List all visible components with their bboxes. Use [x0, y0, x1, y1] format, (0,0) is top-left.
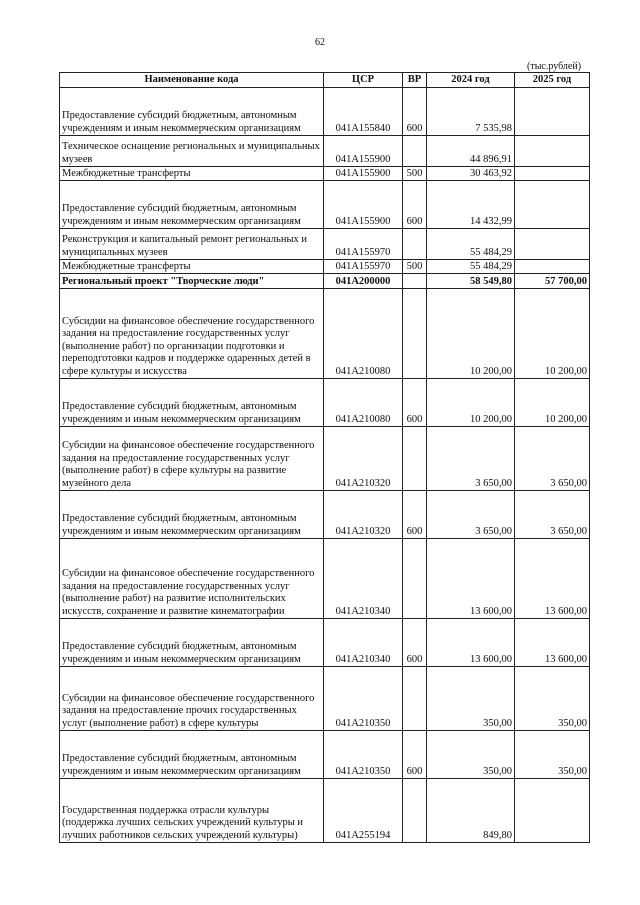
units-label: (тыс.рублей) [527, 61, 582, 72]
row-csr: 041A155900 [324, 181, 403, 229]
row-2025 [515, 88, 590, 136]
row-csr: 041A210340 [324, 619, 403, 667]
row-name: Субсидии на финансовое обеспечение государственного задания на предоставление прочих государственных услуг (выполнение работ) в сфере культуры [60, 667, 324, 731]
row-2024: 13 600,00 [427, 539, 515, 619]
row-csr: 041A210080 [324, 379, 403, 427]
row-vr: 600 [403, 619, 427, 667]
table-header-row [60, 73, 590, 88]
row-2025: 13 600,00 [515, 619, 590, 667]
table-row [60, 88, 590, 136]
row-2024: 44 896,91 [427, 136, 515, 167]
row-vr: 600 [403, 491, 427, 539]
budget-table [59, 72, 590, 843]
row-2025: 350,00 [515, 731, 590, 779]
row-2025: 13 600,00 [515, 539, 590, 619]
table-row [60, 379, 590, 427]
header-2025: 2025 год [515, 73, 590, 88]
header-csr: ЦСР [324, 73, 403, 88]
row-2024: 58 549,80 [427, 274, 515, 289]
row-csr: 041A155970 [324, 229, 403, 260]
row-2024: 10 200,00 [427, 289, 515, 379]
row-vr [403, 667, 427, 731]
table-row [60, 136, 590, 167]
table-row [60, 289, 590, 379]
table-row [60, 229, 590, 260]
row-2024: 3 650,00 [427, 491, 515, 539]
row-2025: 3 650,00 [515, 491, 590, 539]
row-csr: 041A210320 [324, 491, 403, 539]
row-name: Предоставление субсидий бюджетным, автономным учреждениям и иным некоммерческим организациям [60, 619, 324, 667]
row-vr [403, 274, 427, 289]
row-2024: 30 463,92 [427, 167, 515, 181]
row-2025 [515, 229, 590, 260]
row-2025: 350,00 [515, 667, 590, 731]
page-number: 62 [315, 37, 325, 48]
table-row [60, 427, 590, 491]
row-vr: 600 [403, 731, 427, 779]
row-vr [403, 539, 427, 619]
row-name: Предоставление субсидий бюджетным, автономным учреждениям и иным некоммерческим организациям [60, 379, 324, 427]
row-name: Техническое оснащение региональных и муниципальных музеев [60, 136, 324, 167]
header-2024: 2024 год [427, 73, 515, 88]
table-row [60, 731, 590, 779]
table-row [60, 274, 590, 289]
row-name: Межбюджетные трансферты [60, 260, 324, 274]
row-csr: 041A155840 [324, 88, 403, 136]
row-name: Предоставление субсидий бюджетным, автономным учреждениям и иным некоммерческим организациям [60, 731, 324, 779]
row-2024: 13 600,00 [427, 619, 515, 667]
table-row [60, 167, 590, 181]
row-vr: 600 [403, 88, 427, 136]
row-name: Реконструкция и капитальный ремонт региональных и муниципальных музеев [60, 229, 324, 260]
row-2024: 55 484,29 [427, 229, 515, 260]
row-2024: 7 535,98 [427, 88, 515, 136]
row-vr: 600 [403, 181, 427, 229]
row-csr: 041A210320 [324, 427, 403, 491]
row-name: Региональный проект "Творческие люди" [60, 274, 324, 289]
row-name: Субсидии на финансовое обеспечение государственного задания на предоставление государственных услуг (выполнение работ) в сфере культуры на развитие музейного дела [60, 427, 324, 491]
header-vr: ВР [403, 73, 427, 88]
row-vr [403, 136, 427, 167]
row-name: Предоставление субсидий бюджетным, автономным учреждениям и иным некоммерческим организациям [60, 88, 324, 136]
row-vr [403, 289, 427, 379]
row-vr [403, 229, 427, 260]
row-vr: 600 [403, 379, 427, 427]
row-csr: 041A210350 [324, 731, 403, 779]
table-row [60, 539, 590, 619]
row-csr: 041A155970 [324, 260, 403, 274]
row-name: Субсидии на финансовое обеспечение государственного задания на предоставление государственных услуг (выполнение работ) на развитие исполнительских искусств, сохранение и развитие кинематографии [60, 539, 324, 619]
row-2024: 3 650,00 [427, 427, 515, 491]
table-row [60, 779, 590, 843]
row-csr: 041A155900 [324, 167, 403, 181]
row-name: Межбюджетные трансферты [60, 167, 324, 181]
row-2025 [515, 779, 590, 843]
row-2025 [515, 260, 590, 274]
row-2025: 10 200,00 [515, 289, 590, 379]
row-2024: 849,80 [427, 779, 515, 843]
table-row [60, 491, 590, 539]
row-csr: 041A200000 [324, 274, 403, 289]
row-2024: 55 484,29 [427, 260, 515, 274]
row-2024: 350,00 [427, 731, 515, 779]
header-name: Наименование кода [60, 73, 324, 88]
row-name: Государственная поддержка отрасли культуры (поддержка лучших сельских учреждений культуры и лучших работников сельских учреждений культуры) [60, 779, 324, 843]
table-row [60, 619, 590, 667]
row-vr [403, 779, 427, 843]
row-2025: 3 650,00 [515, 427, 590, 491]
row-name: Предоставление субсидий бюджетным, автономным учреждениям и иным некоммерческим организациям [60, 181, 324, 229]
row-name: Предоставление субсидий бюджетным, автономным учреждениям и иным некоммерческим организациям [60, 491, 324, 539]
row-2025 [515, 181, 590, 229]
row-csr: 041A210350 [324, 667, 403, 731]
row-csr: 041A210340 [324, 539, 403, 619]
row-vr: 500 [403, 260, 427, 274]
row-2024: 14 432,99 [427, 181, 515, 229]
row-2025 [515, 136, 590, 167]
row-2024: 350,00 [427, 667, 515, 731]
table-row [60, 181, 590, 229]
table-row [60, 667, 590, 731]
table-row [60, 260, 590, 274]
row-csr: 041A255194 [324, 779, 403, 843]
row-2025: 10 200,00 [515, 379, 590, 427]
row-csr: 041A210080 [324, 289, 403, 379]
row-2024: 10 200,00 [427, 379, 515, 427]
row-vr: 500 [403, 167, 427, 181]
row-2025 [515, 167, 590, 181]
row-name: Субсидии на финансовое обеспечение государственного задания на предоставление государственных услуг (выполнение работ) по организации подготовки и переподготовки кадров и поддержке одаренных детей в сфере культуры и искусства [60, 289, 324, 379]
row-2025: 57 700,00 [515, 274, 590, 289]
row-csr: 041A155900 [324, 136, 403, 167]
row-vr [403, 427, 427, 491]
